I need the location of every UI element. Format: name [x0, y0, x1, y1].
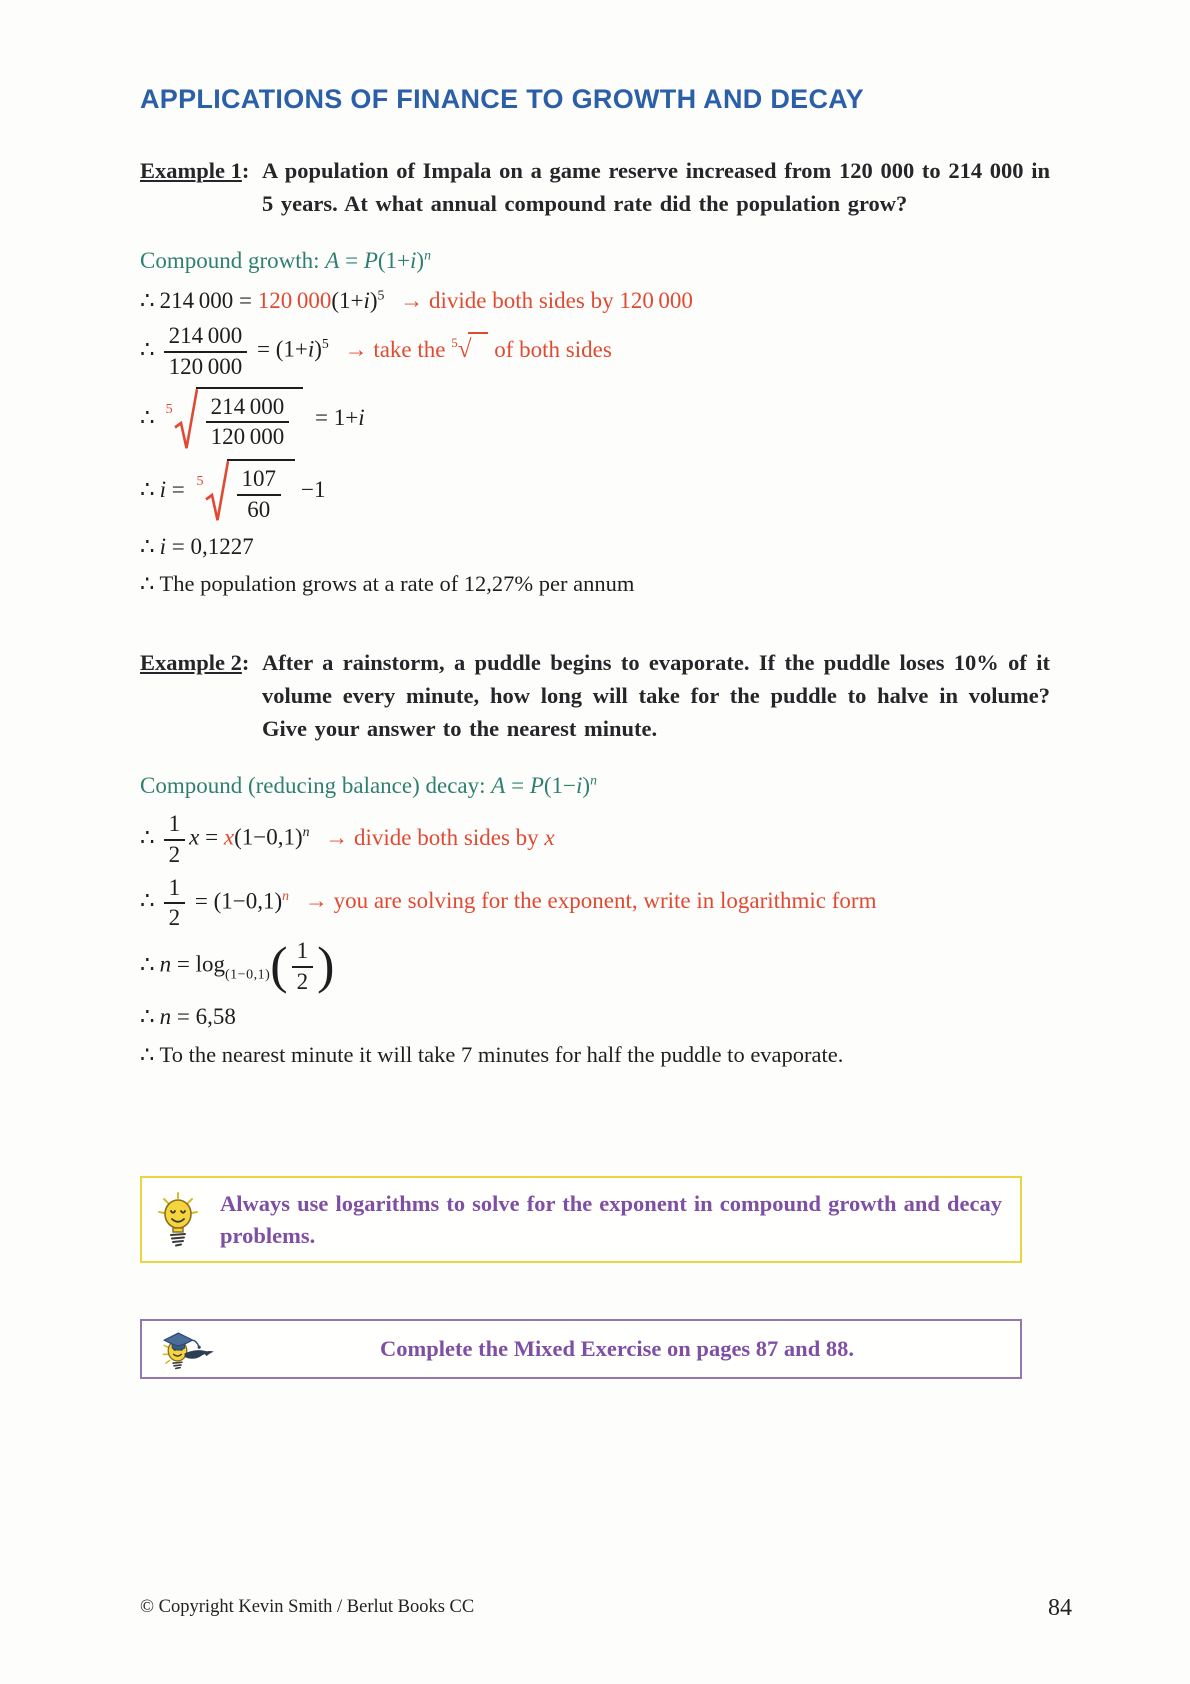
nth-root-symbol: $^5$√	[451, 337, 488, 362]
therefore-symbol: ∴	[140, 336, 155, 362]
therefore-symbol: ∴	[140, 288, 155, 314]
radical: 5 $\frac{107}{60}$	[195, 459, 296, 525]
example-1-label: Example 1:	[140, 158, 250, 183]
example-2-problem: After a rainstorm, a puddle begins to evaporate. If the puddle loses 10% of it volume every minute, how long will take for the puddle to halve in volume? Give your answer to the nearest minute.	[262, 650, 1050, 741]
growth-conclusion: ∴ The population grows at a rate of 12,27% per annum	[140, 571, 635, 597]
example-1	[140, 155, 1050, 220]
growth-step-1: ∴ 214 000 = 120 $000(1+i)^5$ → divide both sides by 120 000	[140, 287, 693, 314]
annotation: → divide both sides by 120 000	[400, 288, 693, 314]
therefore-symbol: ∴	[140, 533, 155, 559]
exercise-box	[140, 1319, 1022, 1379]
therefore-symbol: ∴	[140, 1003, 155, 1029]
growth-step-5: ∴ i = 0,1227	[140, 533, 254, 559]
formula-label: Compound growth:	[140, 248, 326, 274]
log-base: (1−0,1)	[225, 967, 271, 983]
therefore-symbol: ∴	[140, 477, 155, 503]
decay-conclusion: ∴ To the nearest minute it will take 7 minutes for half the puddle to evaporate.	[140, 1041, 844, 1067]
example-2	[140, 647, 1050, 745]
growth-formula: Compound growth: $A = P(1+i)^n$	[140, 247, 431, 274]
growth-step-2: ∴ $\frac{214 000}{120 000}$ = $(1+i)^5$ → take the $^5$√ of both sides	[140, 323, 612, 379]
annotation: → you are solving for the exponent, write in logarithmic form	[304, 888, 877, 914]
fraction: $\frac{107}{60}$	[237, 466, 282, 523]
radical-sign-icon	[205, 459, 229, 525]
therefore-symbol: ∴	[140, 824, 155, 850]
footer-copyright: © Copyright Kevin Smith / Berlut Books CC	[140, 1597, 475, 1617]
graduate-lightbulb-icon	[160, 1326, 218, 1372]
close-paren: )	[317, 937, 335, 995]
fraction: $\frac{1}{2}$	[164, 875, 186, 932]
open-paren: (	[270, 937, 288, 995]
decay-step-1: ∴ $\frac{1}{2}$ $x = x(1-0,1)^n$ → divide both sides by x	[140, 811, 555, 867]
example-1-problem: A population of Impala on a game reserve increased from 120 000 to 214 000 in 5 years. At what annual compound rate did the population grow?	[262, 158, 1050, 216]
radical: 5 $\frac{214 000}{120 000}$	[164, 387, 304, 453]
therefore-symbol: ∴	[140, 888, 155, 914]
root-vinculum	[468, 332, 488, 344]
page-title: APPLICATIONS OF FINANCE TO GROWTH AND DECAY	[140, 84, 864, 114]
fraction-numerator: 214 000	[164, 323, 248, 353]
decay-step-2: ∴ $\frac{1}{2}$ = $(1-0,1)^n$ → you are solving for the exponent, write in logarithmic form	[140, 874, 877, 931]
tip-text: Always use logarithms to solve for the exponent in compound growth and decay problems.	[220, 1190, 1002, 1248]
growth-step-4: ∴ i = 5 $\frac{107}{60}$ −1	[140, 459, 1050, 525]
radical-sign-icon	[174, 387, 198, 453]
fraction: $\frac{214 000}{120 000}$	[206, 394, 290, 451]
therefore-symbol: ∴	[140, 951, 155, 977]
fraction-denominator: 120 000	[168, 353, 243, 379]
growth-step-3: ∴ 5 $\frac{214 000}{120 000}$ = 1+i	[140, 387, 1050, 453]
therefore-symbol: ∴	[140, 404, 155, 430]
fraction	[164, 323, 248, 380]
page-number: 84	[1048, 1595, 1072, 1621]
lightbulb-icon	[156, 1192, 200, 1248]
fraction: $\frac{1}{2}$	[292, 938, 314, 995]
decay-step-3: ∴ $n = \log_{(1-0,1)}$( $\frac{1}{2}$ )	[140, 937, 335, 995]
decay-formula: Compound (reducing balance) decay: $A = P(1-i)^n$	[140, 772, 597, 799]
formula-label: Compound (reducing balance) decay:	[140, 773, 492, 799]
annotation: → divide both sides by x	[325, 824, 555, 850]
fraction: $\frac{1}{2}$	[164, 811, 186, 868]
exercise-text: Complete the Mixed Exercise on pages 87 and 88.	[380, 1336, 854, 1362]
tip-box	[140, 1176, 1022, 1264]
annotation: → take the $^5$√ of both sides	[345, 337, 612, 362]
example-2-label: Example 2:	[140, 650, 250, 676]
decay-step-4: ∴ n = 6,58	[140, 1003, 236, 1029]
